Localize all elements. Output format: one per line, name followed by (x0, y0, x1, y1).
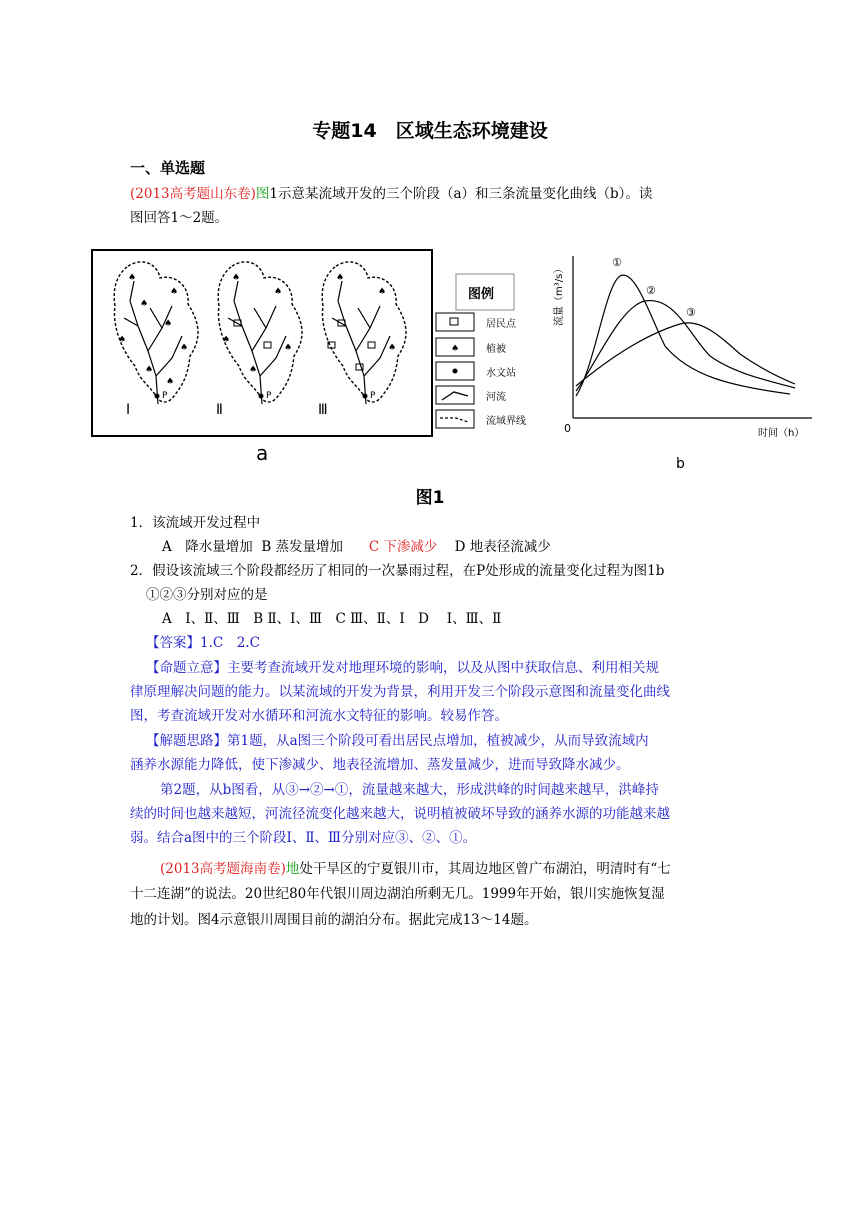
station-label-2: P (266, 391, 272, 401)
q2-stem-1: 2．假设该流域三个阶段都经历了相同的一次暴雨过程，在P处形成的流量变化过程为图1b (130, 563, 665, 579)
stage-label-3: Ⅲ (318, 402, 328, 418)
panel-b-label: b (676, 456, 685, 472)
svg-text:♠: ♠ (274, 287, 283, 297)
intro-line-2: 图回答1～2题。 (130, 210, 229, 226)
svg-text:♠: ♠ (180, 343, 189, 353)
source-tag: (2013高考题山东卷) (130, 186, 256, 202)
y-axis-label: 流量（m³/s） (554, 263, 565, 326)
svg-text:♠: ♠ (388, 343, 397, 353)
stage-label-1: Ⅰ (126, 402, 131, 418)
figure-ref: 图 (255, 186, 270, 202)
panel-a-label: a (256, 441, 269, 465)
svg-text:♠: ♠ (128, 273, 137, 283)
x-axis-label: 时间（h） (758, 428, 805, 439)
intent-line-2: 律原理解决问题的能力。以某流域的开发为背景，利用开发三个阶段示意图和流量变化曲线 (130, 684, 670, 700)
settlement-icon (450, 318, 458, 325)
analysis-line-3: 第2题，从b图看，从③→②→①，流量越来越大，形成洪峰的时间越来越早，洪峰持 (160, 782, 659, 798)
panel-a-frame (92, 250, 432, 436)
station-icon (453, 369, 458, 374)
svg-text:♠: ♠ (170, 287, 179, 297)
analysis-line-4: 续的时间也越来越短，河流径流变化越来越大，说明植被破坏导致的涵养水源的功能越来越 (130, 806, 670, 822)
q2-stem-2: ①②③分别对应的是 (146, 587, 268, 603)
svg-text:♠: ♠ (164, 319, 173, 329)
station-label-1: P (162, 391, 168, 401)
next-lead: 地 (285, 861, 300, 877)
figure-caption: 图1 (415, 488, 445, 508)
q1-option-b: B 蒸发量增加 (261, 539, 344, 555)
curve-3 (576, 323, 795, 386)
svg-text:♠: ♠ (140, 299, 149, 309)
curve-label-3: ③ (686, 306, 696, 319)
intent-line-3: 图，考查流域开发对水循环和河流水文特征的影响。较易作答。 (130, 708, 508, 724)
analysis-line-2: 涵养水源能力降低，使下渗减少、地表径流增加、蒸发量减少，进而导致降水减少。 (130, 757, 630, 773)
basin-stage-1 (114, 262, 198, 418)
answer: 【答案】1.C 2.C (146, 635, 260, 651)
q1-option-c: C 下渗减少 (368, 539, 438, 555)
vegetation-icon: ♠ (451, 344, 460, 354)
curve-label-2: ② (646, 284, 656, 297)
legend-item-settlement: 居民点 (486, 319, 516, 330)
panel-b-chart (552, 256, 812, 472)
svg-text:♠: ♠ (145, 365, 154, 375)
svg-text:♠: ♠ (118, 335, 127, 345)
next-source-tag: (2013高考题海南卷) (160, 861, 286, 877)
curve-label-1: ① (612, 256, 622, 269)
q1-option-d: D 地表径流减少 (454, 539, 551, 555)
svg-text:♠: ♠ (378, 287, 387, 297)
svg-text:♠: ♠ (336, 273, 345, 283)
boundary-icon (440, 418, 468, 422)
legend (436, 274, 526, 428)
legend-title: 图例 (468, 287, 495, 302)
figure-1 (90, 246, 815, 478)
svg-text:♠: ♠ (222, 335, 231, 345)
next-text-1: 处干旱区的宁夏银川市，其周边地区曾广布湖泊，明清时有“七 (299, 861, 671, 877)
river-icon (442, 392, 468, 400)
q2-options: A Ⅰ、Ⅱ、Ⅲ B Ⅱ、Ⅰ、Ⅲ C Ⅲ、Ⅱ、Ⅰ D Ⅰ、Ⅲ、Ⅱ (162, 611, 502, 627)
next-line-3: 地的计划。图4示意银川周围目前的湖泊分布。据此完成13～14题。 (130, 912, 538, 928)
q1-options (162, 535, 551, 559)
intro-text: 1示意某流域开发的三个阶段（a）和三条流量变化曲线（b）。读 (269, 186, 653, 202)
page-title: 专题14 区域生态环境建设 (312, 120, 548, 142)
svg-text:♠: ♠ (232, 273, 241, 283)
legend-item-boundary: 流域界线 (486, 416, 526, 427)
q1-option-a: A 降水量增加 (162, 539, 253, 555)
intro-line-1 (130, 182, 652, 206)
basin-stage-3 (318, 262, 406, 418)
origin-label: 0 (564, 422, 571, 435)
station-label-3: P (370, 391, 376, 401)
basin-stage-2 (216, 262, 302, 418)
svg-text:♠: ♠ (166, 377, 175, 387)
next-line-2: 十二连湖”的说法。20世纪80年代银川周边湖泊所剩无几。1999年开始，银川实施恢复湿 (130, 886, 665, 902)
legend-item-river: 河流 (486, 392, 506, 403)
legend-item-vegetation: 植被 (486, 344, 506, 355)
stage-label-2: Ⅱ (216, 402, 223, 418)
legend-item-station: 水文站 (486, 368, 516, 379)
q1-stem: 1．该流域开发过程中 (130, 515, 261, 531)
next-line-1 (160, 857, 671, 881)
svg-text:♠: ♠ (284, 343, 293, 353)
analysis-line-5: 弱。结合a图中的三个阶段Ⅰ、Ⅱ、Ⅲ分别对应③、②、①。 (130, 830, 477, 846)
analysis-line-1: 【解题思路】第1题，从a图三个阶段可看出居民点增加，植被减少，从而导致流域内 (146, 733, 649, 749)
intent-line-1: 【命题立意】主要考查流域开发对地理环境的影响，以及从图中获取信息、利用相关规 (146, 660, 659, 676)
svg-text:♠: ♠ (249, 365, 258, 375)
section-heading: 一、单选题 (130, 159, 206, 177)
